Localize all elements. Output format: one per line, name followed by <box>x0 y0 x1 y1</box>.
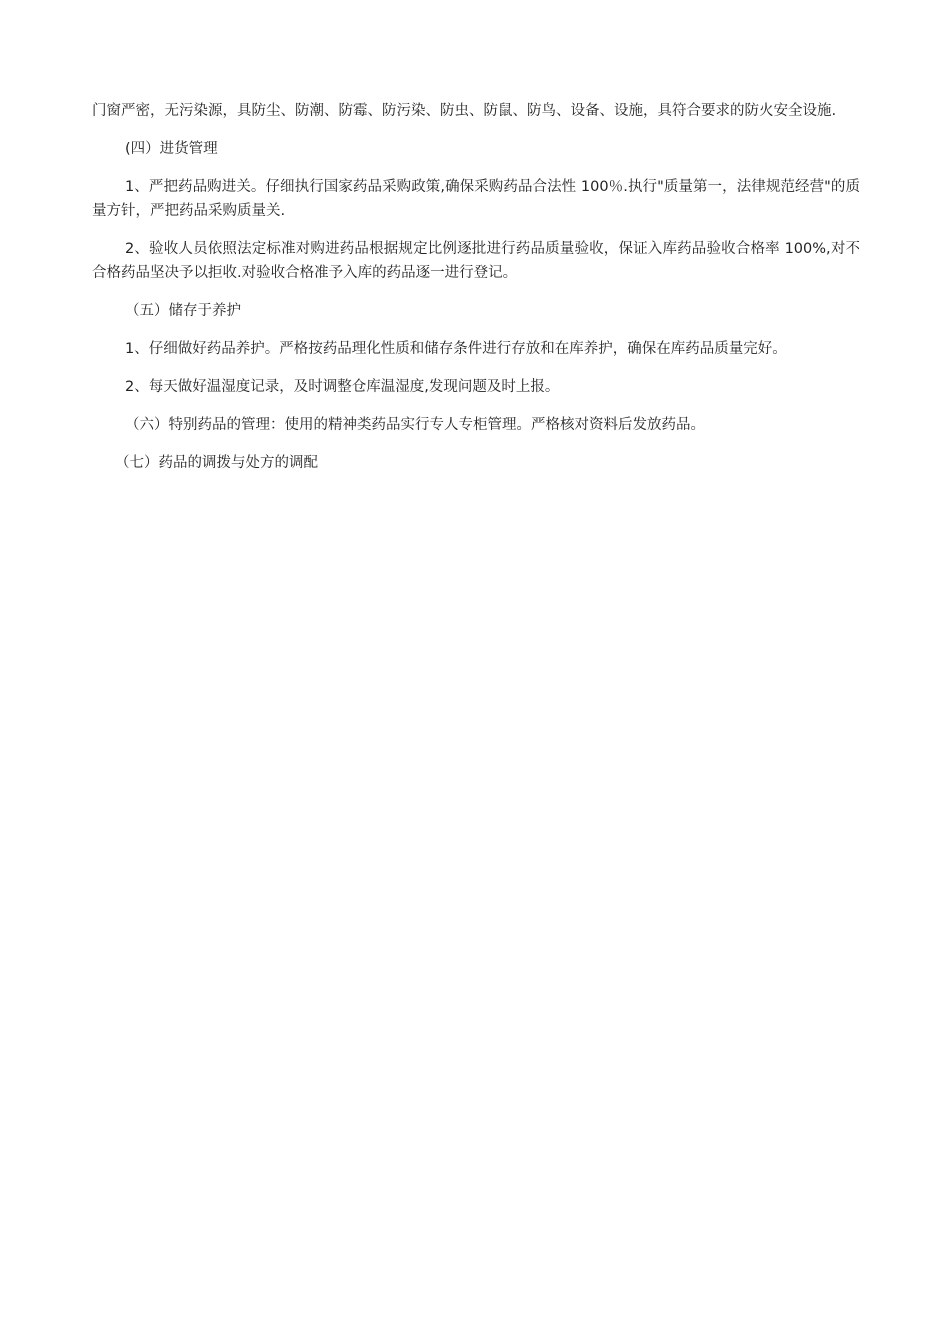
document-body <box>92 99 860 475</box>
paragraph-special-drugs: （六）特别药品的管理：使用的精神类药品实行专人专柜管理。严格核对资料后发放药品。 <box>125 417 705 433</box>
heading-allocation-prescription: （七）药品的调拨与处方的调配 <box>115 455 318 471</box>
paragraph-temperature-humidity: 2、每天做好温湿度记录，及时调整仓库温湿度,发现问题及时上报。 <box>125 379 560 395</box>
paragraph-facility-conditions: 门窗严密，无污染源，具防尘、防潮、防霉、防污染、防虫、防鼠、防鸟、设备、设施，具符合要求的防火安全设施. <box>92 103 837 119</box>
paragraph-purchase-control: 1、严把药品购进关。仔细执行国家药品采购政策,确保采购药品合法性 100％.执行"质量第一，法律规范经营"的质量方针，严把药品采购质量关. <box>92 179 860 219</box>
paragraph-acceptance-inspection: 2、验收人员依照法定标准对购进药品根据规定比例逐批进行药品质量验收，保证入库药品验收合格率 100%,对不合格药品坚决予以拒收.对验收合格准予入库的药品逐一进行登记。 <box>92 241 860 281</box>
heading-purchase-management: (四）进货管理 <box>125 141 218 157</box>
paragraph-drug-maintenance: 1、仔细做好药品养护。严格按药品理化性质和储存条件进行存放和在库养护，确保在库药品质量完好。 <box>125 341 787 357</box>
heading-storage-maintenance: （五）储存于养护 <box>125 303 241 319</box>
